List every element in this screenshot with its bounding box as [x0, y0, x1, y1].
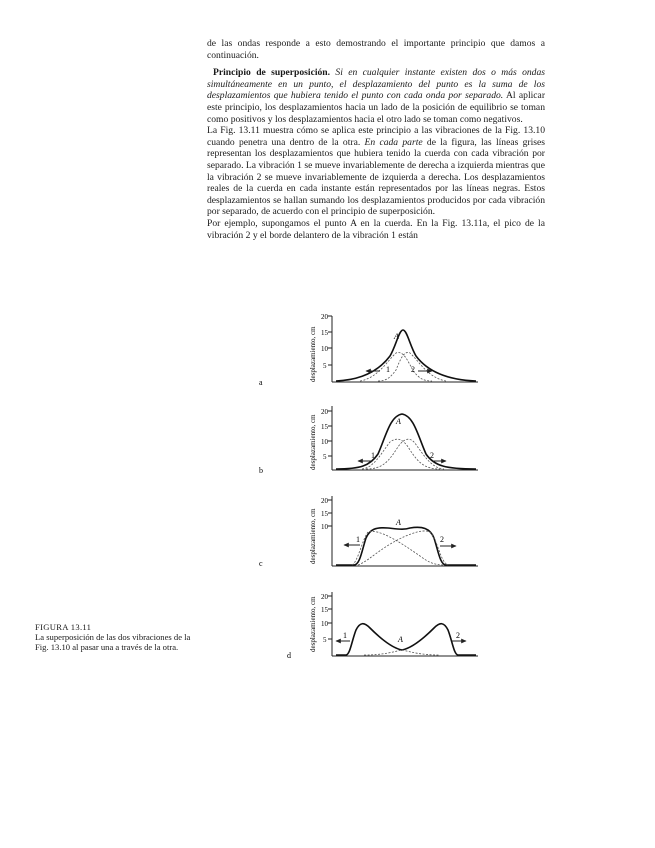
- panel-letter: c: [259, 559, 263, 568]
- tick-label: 10: [321, 620, 328, 628]
- panel-letter: b: [259, 466, 263, 475]
- section-heading: Principio de superposición.: [213, 67, 331, 79]
- principle-paragraph: Principio de superposición. Si en cualquier instante existen dos o más ondas simultáneamente en un punto, el desplazamiento del punto es la suma de los desplazamientos que hubiera tenido el punto con cada onda por separado. Al aplicar este principio, los desplazamientos hacia un lado de la posición de equilibrio se toman como positivos y los desplazamientos hacia el otro lado se toman como negativos.: [207, 67, 546, 125]
- panel-d: [287, 592, 478, 660]
- panel-letter: d: [287, 651, 291, 660]
- curve-label: 1: [356, 535, 360, 544]
- tick-label: 20: [321, 497, 328, 505]
- y-axis-label: desplazamiento, cm: [309, 508, 317, 564]
- curve-label: 2: [456, 631, 460, 640]
- y-axis-label: desplazamiento, cm: [309, 326, 317, 382]
- panel-b: [259, 406, 478, 475]
- example-paragraph: Por ejemplo, supongamos el punto A en la cuerda. En la Fig. 13.11a, el pico de la vibración 2 y el borde delantero de la vibración 1 están: [207, 217, 545, 241]
- curve-label: 1: [371, 451, 375, 460]
- tick-label: 5: [323, 362, 327, 370]
- panel-c: [259, 496, 478, 568]
- intro-paragraph: de las ondas responde a esto demostrando el importante principio que damos a continuación.: [207, 38, 545, 61]
- y-axis-label: desplazamiento, cm: [309, 414, 317, 470]
- figure-explanation-paragraph: La Fig. 13.11 muestra cómo se aplica este principio a las vibraciones de la Fig. 13.10 cuando penetra una dentro de la otra. En cada parte de la figura, las líneas grises representan los desplazamientos que hubiera tenido la cuerda con cada vibración por separado. La vibración 1 se mueve invariablemente de derecha a izquierda mientras que la vibración 2 se mueve invariablemente de izquierda a derecha. Los desplazamientos reales de la cuerda en cada instante están representados por las líneas negras. Estos desplazamientos se hallan sumando los desplazamientos producidos por cada vibración por separado, de acuerdo con el principio de superposición.: [207, 125, 545, 218]
- curve-label: A: [396, 417, 401, 426]
- tick-label: 10: [321, 523, 328, 531]
- tick-label: 5: [323, 636, 327, 644]
- curve-label: A: [396, 518, 401, 527]
- figure-caption: [35, 622, 205, 652]
- tick-label: 20: [321, 408, 328, 416]
- principle-definition: Si en cualquier instante existen dos o más ondas simultáneamente en un punto, el desplazamiento del punto es la suma de los desplazamientos que hubiera tenido el punto con cada onda por separado.: [207, 67, 545, 102]
- tick-label: 15: [321, 606, 328, 614]
- curve-label: 2: [430, 451, 434, 460]
- curve-label: 1: [386, 365, 390, 374]
- y-axis-label: desplazamiento, cm: [309, 596, 317, 652]
- tick-label: 5: [323, 453, 327, 461]
- tick-label: 15: [321, 423, 328, 431]
- tick-label: 10: [321, 345, 328, 353]
- curve-label: A: [398, 635, 403, 644]
- panel-a: [259, 313, 478, 387]
- curve-label: 1: [343, 631, 347, 640]
- panel-letter: a: [259, 378, 263, 387]
- tick-label: 20: [321, 313, 328, 321]
- tick-label: 15: [321, 510, 328, 518]
- tick-label: 20: [321, 593, 328, 601]
- tick-label: 10: [321, 438, 328, 446]
- curve-label: 2: [440, 535, 444, 544]
- curve-label: 2: [411, 365, 415, 374]
- caption-text: La superposición de las dos vibraciones de la Fig. 13.10 al pasar una a través de la otra.: [35, 632, 191, 652]
- caption-title: FIGURA 13.11: [35, 622, 92, 632]
- curve-label: A: [394, 332, 399, 341]
- tick-label: 15: [321, 329, 328, 337]
